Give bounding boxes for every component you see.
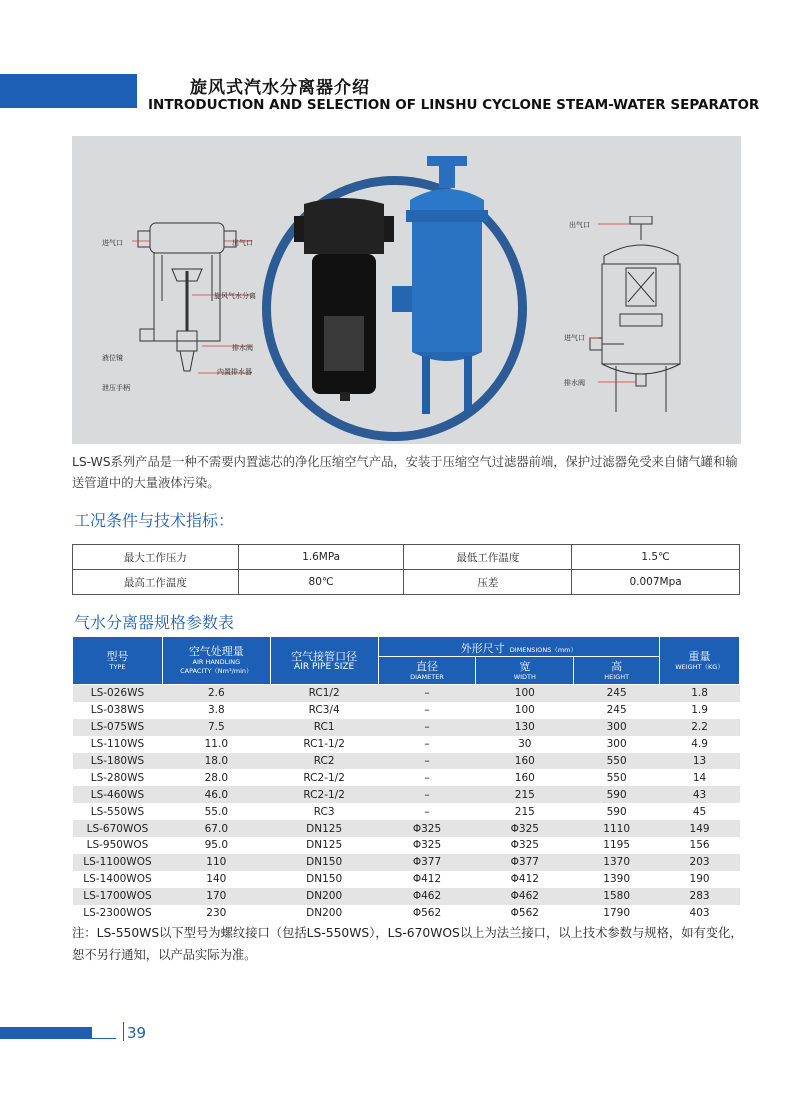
cell-width: 100 bbox=[476, 685, 574, 702]
black-filter-housing-image bbox=[294, 196, 394, 401]
cell-capacity: 230 bbox=[162, 905, 270, 922]
cell-min-temp-value: 1.5℃ bbox=[572, 545, 740, 570]
cell-width: 215 bbox=[476, 786, 574, 803]
cell-diameter: – bbox=[378, 786, 476, 803]
cell-type: LS-1400WOS bbox=[73, 871, 163, 888]
cell-height: 1790 bbox=[574, 905, 660, 922]
cell-diameter: – bbox=[378, 685, 476, 702]
cell-height: 245 bbox=[574, 702, 660, 719]
header-height: 高 HEIGHT bbox=[574, 657, 660, 685]
cell-width: Φ377 bbox=[476, 854, 574, 871]
cell-pipe-size: DN200 bbox=[270, 888, 378, 905]
table-row bbox=[73, 736, 740, 753]
table-row bbox=[73, 685, 740, 702]
cell-weight: 283 bbox=[660, 888, 740, 905]
cell-weight: 1.9 bbox=[660, 702, 740, 719]
cell-type: LS-180WS bbox=[73, 753, 163, 770]
footer-separator bbox=[123, 1022, 124, 1041]
cell-height: 1370 bbox=[574, 854, 660, 871]
header-weight: 重量 WEIGHT（KG） bbox=[660, 637, 740, 685]
cell-type: LS-075WS bbox=[73, 719, 163, 736]
cell-height: 245 bbox=[574, 685, 660, 702]
right-cross-section-drawing bbox=[584, 216, 704, 416]
table-row bbox=[73, 888, 740, 905]
cell-weight: 1.8 bbox=[660, 685, 740, 702]
cell-pipe-size: RC2-1/2 bbox=[270, 769, 378, 786]
cell-weight: 4.9 bbox=[660, 736, 740, 753]
table-row bbox=[73, 702, 740, 719]
cell-pipe-size: RC2 bbox=[270, 753, 378, 770]
cell-capacity: 11.0 bbox=[162, 736, 270, 753]
header-pipe-size: 空气接管口径 AIR PIPE SIZE bbox=[270, 637, 378, 685]
table-row bbox=[73, 719, 740, 736]
cell-pipe-size: DN150 bbox=[270, 871, 378, 888]
cell-capacity: 170 bbox=[162, 888, 270, 905]
cell-type: LS-460WS bbox=[73, 786, 163, 803]
cell-weight: 43 bbox=[660, 786, 740, 803]
conditions-heading: 工况条件与技术指标： bbox=[74, 511, 235, 530]
cell-capacity: 140 bbox=[162, 871, 270, 888]
header-type: 型号 TYPE bbox=[73, 637, 163, 685]
cell-type: LS-1700WOS bbox=[73, 888, 163, 905]
cell-diameter: – bbox=[378, 736, 476, 753]
cell-capacity: 67.0 bbox=[162, 820, 270, 837]
cell-width: 30 bbox=[476, 736, 574, 753]
cell-height: 1195 bbox=[574, 837, 660, 854]
cell-type: LS-1100WOS bbox=[73, 854, 163, 871]
cell-height: 550 bbox=[574, 753, 660, 770]
cell-capacity: 46.0 bbox=[162, 786, 270, 803]
cell-type: LS-550WS bbox=[73, 803, 163, 820]
header-width: 宽 WIDTH bbox=[476, 657, 574, 685]
cell-max-temp-label: 最高工作温度 bbox=[73, 570, 239, 595]
cell-height: 590 bbox=[574, 786, 660, 803]
cell-weight: 14 bbox=[660, 769, 740, 786]
cell-weight: 149 bbox=[660, 820, 740, 837]
cell-pipe-size: RC1/2 bbox=[270, 685, 378, 702]
header-capacity: 空气处理量 AIR HANDLING CAPACITY（Nm³/min） bbox=[162, 637, 270, 685]
cell-type: LS-670WOS bbox=[73, 820, 163, 837]
table-row bbox=[73, 871, 740, 888]
cell-capacity: 110 bbox=[162, 854, 270, 871]
cell-pipe-size: RC1-1/2 bbox=[270, 736, 378, 753]
cell-pipe-size: DN125 bbox=[270, 820, 378, 837]
conditions-table bbox=[72, 544, 740, 595]
label-outlet-right: 出气口 bbox=[569, 221, 590, 229]
conditions-row bbox=[73, 570, 740, 595]
label-drain-valve: 排水阀 bbox=[232, 344, 253, 352]
cell-type: LS-950WOS bbox=[73, 837, 163, 854]
cell-pressure-drop-label: 压差 bbox=[404, 570, 572, 595]
cell-width: Φ325 bbox=[476, 837, 574, 854]
header-diameter: 直径 DIAMETER bbox=[378, 657, 476, 685]
spec-table bbox=[72, 636, 740, 921]
cell-capacity: 28.0 bbox=[162, 769, 270, 786]
cell-diameter: Φ412 bbox=[378, 871, 476, 888]
cell-diameter: – bbox=[378, 753, 476, 770]
blue-separator-image bbox=[392, 156, 502, 416]
page-title-cn: 旋风式汽水分离器介绍 bbox=[190, 78, 370, 98]
cell-capacity: 95.0 bbox=[162, 837, 270, 854]
cell-height: 1390 bbox=[574, 871, 660, 888]
cell-max-temp-value: 80℃ bbox=[238, 570, 404, 595]
cell-pipe-size: RC3/4 bbox=[270, 702, 378, 719]
cell-pipe-size: RC2-1/2 bbox=[270, 786, 378, 803]
cell-diameter: Φ325 bbox=[378, 837, 476, 854]
label-inlet-left: 进气口 bbox=[102, 239, 123, 247]
cell-weight: 156 bbox=[660, 837, 740, 854]
cell-weight: 190 bbox=[660, 871, 740, 888]
cell-width: Φ462 bbox=[476, 888, 574, 905]
cell-capacity: 2.6 bbox=[162, 685, 270, 702]
spec-heading: 气水分离器规格参数表 bbox=[74, 613, 235, 632]
page-number: 39 bbox=[127, 1024, 147, 1042]
product-illustration bbox=[72, 136, 741, 444]
label-pressure-relief: 泄压手柄 bbox=[102, 384, 130, 392]
cell-weight: 2.2 bbox=[660, 719, 740, 736]
cell-height: 1580 bbox=[574, 888, 660, 905]
cell-type: LS-280WS bbox=[73, 769, 163, 786]
header-dimensions: 外形尺寸 DIMENSIONS（mm） bbox=[378, 637, 660, 657]
cell-weight: 45 bbox=[660, 803, 740, 820]
cell-height: 1110 bbox=[574, 820, 660, 837]
cell-pipe-size: DN200 bbox=[270, 905, 378, 922]
cell-capacity: 55.0 bbox=[162, 803, 270, 820]
cell-height: 300 bbox=[574, 719, 660, 736]
cell-width: Φ562 bbox=[476, 905, 574, 922]
cell-diameter: – bbox=[378, 803, 476, 820]
cell-diameter: Φ377 bbox=[378, 854, 476, 871]
label-cyclone: 旋风气水分离 bbox=[214, 292, 256, 300]
cell-diameter: Φ462 bbox=[378, 888, 476, 905]
cell-type: LS-110WS bbox=[73, 736, 163, 753]
footnote: 注：LS-550WS以下型号为螺纹接口（包括LS-550WS），LS-670WOS以上为法兰接口，以上技术参数与规格，如有变化，恕不另行通知，以产品实际为准。 bbox=[72, 926, 743, 962]
table-row bbox=[73, 786, 740, 803]
table-row bbox=[73, 753, 740, 770]
cell-pressure-drop-value: 0.007Mpa bbox=[572, 570, 740, 595]
cell-type: LS-2300WOS bbox=[73, 905, 163, 922]
label-internal-drain: 内置排水器 bbox=[217, 368, 252, 376]
label-inlet-right: 进气口 bbox=[564, 334, 585, 342]
footer-accent-bar bbox=[0, 1027, 92, 1039]
cell-pipe-size: DN125 bbox=[270, 837, 378, 854]
cell-width: Φ325 bbox=[476, 820, 574, 837]
cell-width: 160 bbox=[476, 769, 574, 786]
cell-pipe-size: RC1 bbox=[270, 719, 378, 736]
cell-diameter: – bbox=[378, 702, 476, 719]
label-drain-right: 排水阀 bbox=[564, 379, 585, 387]
header-accent-bar bbox=[0, 74, 137, 108]
cell-capacity: 7.5 bbox=[162, 719, 270, 736]
cell-height: 300 bbox=[574, 736, 660, 753]
label-level-gauge: 液位镜 bbox=[102, 354, 123, 362]
table-row bbox=[73, 820, 740, 837]
spec-table-body bbox=[73, 685, 740, 922]
cell-diameter: Φ325 bbox=[378, 820, 476, 837]
cell-capacity: 3.8 bbox=[162, 702, 270, 719]
cell-min-temp-label: 最低工作温度 bbox=[404, 545, 572, 570]
cell-capacity: 18.0 bbox=[162, 753, 270, 770]
cell-width: 130 bbox=[476, 719, 574, 736]
table-row bbox=[73, 905, 740, 922]
page-title-en: INTRODUCTION AND SELECTION OF LINSHU CYCLONE STEAM-WATER SEPARATOR bbox=[148, 97, 760, 113]
footer-line bbox=[92, 1038, 116, 1039]
cell-height: 590 bbox=[574, 803, 660, 820]
cell-weight: 203 bbox=[660, 854, 740, 871]
cell-type: LS-038WS bbox=[73, 702, 163, 719]
cell-max-pressure-value: 1.6MPa bbox=[238, 545, 404, 570]
conditions-row bbox=[73, 545, 740, 570]
cell-width: Φ412 bbox=[476, 871, 574, 888]
cell-max-pressure-label: 最大工作压力 bbox=[73, 545, 239, 570]
cell-diameter: Φ562 bbox=[378, 905, 476, 922]
table-row bbox=[73, 769, 740, 786]
cell-width: 100 bbox=[476, 702, 574, 719]
cell-height: 550 bbox=[574, 769, 660, 786]
cell-weight: 13 bbox=[660, 753, 740, 770]
cell-pipe-size: RC3 bbox=[270, 803, 378, 820]
table-row bbox=[73, 854, 740, 871]
cell-width: 215 bbox=[476, 803, 574, 820]
cell-diameter: – bbox=[378, 719, 476, 736]
cell-width: 160 bbox=[476, 753, 574, 770]
table-row bbox=[73, 837, 740, 854]
table-row bbox=[73, 803, 740, 820]
intro-paragraph: LS-WS系列产品是一种不需要内置滤芯的净化压缩空气产品，安装于压缩空气过滤器前端，保护过滤器免受来自储气罐和输送管道中的大量液体污染。 bbox=[72, 455, 738, 490]
cell-type: LS-026WS bbox=[73, 685, 163, 702]
cell-diameter: – bbox=[378, 769, 476, 786]
cell-pipe-size: DN150 bbox=[270, 854, 378, 871]
cell-weight: 403 bbox=[660, 905, 740, 922]
label-outlet-left: 出气口 bbox=[232, 239, 253, 247]
